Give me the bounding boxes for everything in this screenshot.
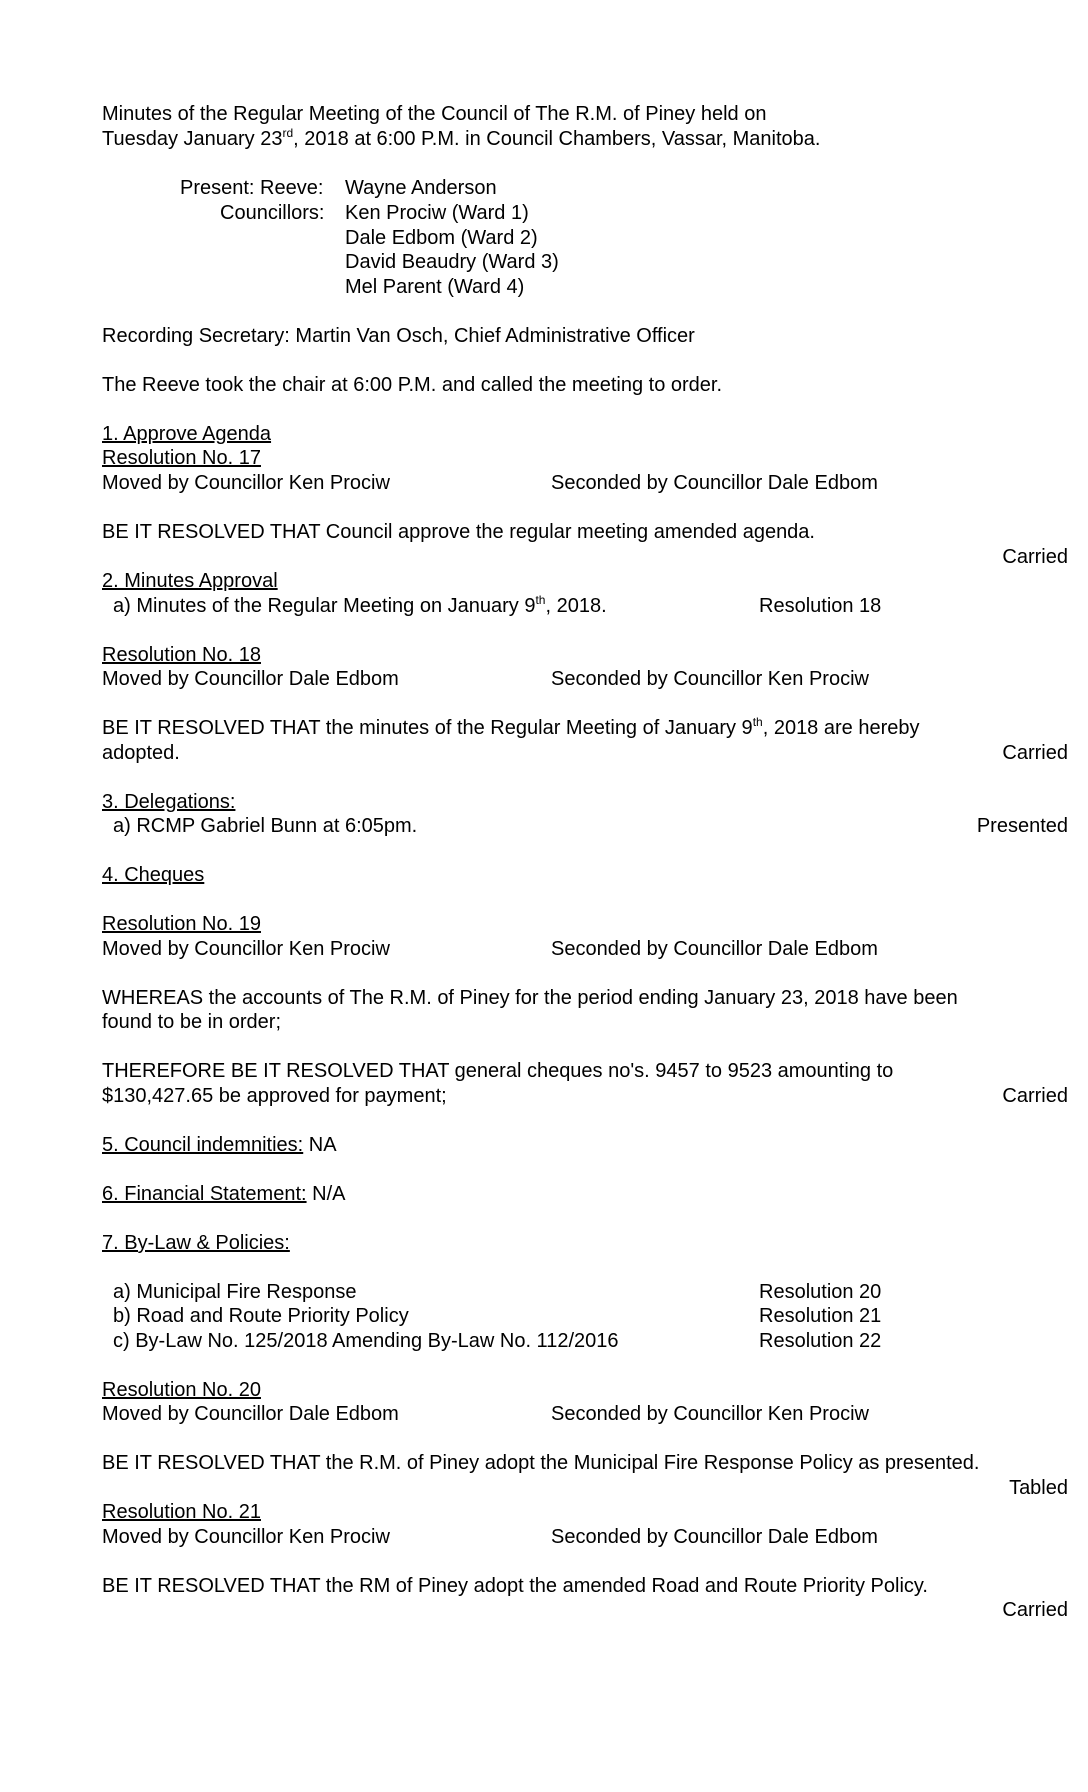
resolution-21-status: Carried <box>1002 1599 1068 1621</box>
section-6-value: N/A <box>306 1183 346 1205</box>
resolution-21-text: BE IT RESOLVED THAT the RM of Piney adopt the amended Road and Route Priority Policy. <box>102 1575 928 1597</box>
minutes-item-a-text: a) Minutes of the Regular Meeting on January 9 <box>113 595 536 617</box>
resolution-18-moved: Moved by Councillor Dale Edbom <box>102 668 399 690</box>
section-5 <box>102 1133 337 1157</box>
resolution-19-title: Resolution No. 19 <box>102 913 261 935</box>
section-5-heading: 5. Council indemnities: <box>102 1134 304 1156</box>
delegation-item-a: a) RCMP Gabriel Bunn at 6:05pm. <box>113 815 418 837</box>
resolution-17-text: BE IT RESOLVED THAT Council approve the regular meeting amended agenda. <box>102 521 815 543</box>
section-6-heading: 6. Financial Statement: <box>102 1183 307 1205</box>
resolution-17-status: Carried <box>1002 546 1068 568</box>
resolution-19-whereas-1: WHEREAS the accounts of The R.M. of Piney for the period ending January 23, 2018 have been <box>102 987 958 1009</box>
bylaw-item-a: a) Municipal Fire Response <box>113 1281 357 1303</box>
recording-secretary: Recording Secretary: Martin Van Osch, Chief Administrative Officer <box>102 325 695 347</box>
section-4-heading: 4. Cheques <box>102 864 205 886</box>
header-line-1: Minutes of the Regular Meeting of the Council of The R.M. of Piney held on <box>102 103 767 125</box>
resolution-18-text-a: BE IT RESOLVED THAT the minutes of the Regular Meeting of January 9 <box>102 717 753 739</box>
councillor-4: Mel Parent (Ward 4) <box>345 276 525 298</box>
resolution-20-seconded: Seconded by Councillor Ken Prociw <box>551 1403 869 1425</box>
councillors-label: Councillors: <box>220 202 325 224</box>
resolution-20-text: BE IT RESOLVED THAT the R.M. of Piney adopt the Municipal Fire Response Policy as presented. <box>102 1452 980 1474</box>
reeve-name: Wayne Anderson <box>345 177 497 199</box>
resolution-20-status: Tabled <box>1009 1477 1068 1499</box>
header-date: Tuesday January 23 <box>102 128 283 150</box>
resolution-18-seconded: Seconded by Councillor Ken Prociw <box>551 668 869 690</box>
minutes-item-a-suffix: th <box>535 593 546 607</box>
resolution-17-title: Resolution No. 17 <box>102 447 261 469</box>
resolution-19-seconded: Seconded by Councillor Dale Edbom <box>551 938 878 960</box>
bylaw-item-c: c) By-Law No. 125/2018 Amending By-Law No. 112/2016 <box>113 1330 619 1352</box>
delegation-status: Presented <box>976 815 1068 837</box>
resolution-21-title: Resolution No. 21 <box>102 1501 261 1523</box>
header-date-suffix: rd <box>282 126 294 140</box>
resolution-18-text-suffix: th <box>752 715 763 729</box>
resolution-18-text-line-2: adopted. <box>102 742 180 764</box>
section-2-heading: 2. Minutes Approval <box>102 570 278 592</box>
councillor-2: Dale Edbom (Ward 2) <box>345 227 538 249</box>
resolution-19-moved: Moved by Councillor Ken Prociw <box>102 938 390 960</box>
resolution-17-seconded: Seconded by Councillor Dale Edbom <box>551 472 878 494</box>
header-line-2 <box>102 127 820 151</box>
header-place: , 2018 at 6:00 P.M. in Council Chambers, Vassar, Manitoba. <box>293 128 821 150</box>
bylaw-item-b-resolution: Resolution 21 <box>759 1305 882 1327</box>
minutes-item-a <box>113 594 607 618</box>
resolution-21-seconded: Seconded by Councillor Dale Edbom <box>551 1526 878 1548</box>
resolution-17-moved: Moved by Councillor Ken Prociw <box>102 472 390 494</box>
section-5-value: NA <box>303 1134 337 1156</box>
bylaw-item-b: b) Road and Route Priority Policy <box>113 1305 409 1327</box>
councillor-3: David Beaudry (Ward 3) <box>345 251 559 273</box>
reeve-label: Present: Reeve: <box>180 177 324 199</box>
resolution-20-moved: Moved by Councillor Dale Edbom <box>102 1403 399 1425</box>
resolution-21-moved: Moved by Councillor Ken Prociw <box>102 1526 390 1548</box>
minutes-item-a-resolution: Resolution 18 <box>759 595 882 617</box>
resolution-18-text-b: , 2018 are hereby <box>762 717 920 739</box>
section-6 <box>102 1182 345 1206</box>
resolution-18-title: Resolution No. 18 <box>102 644 261 666</box>
resolution-18-text <box>102 716 919 740</box>
section-1-heading: 1. Approve Agenda <box>102 423 272 445</box>
resolution-20-title: Resolution No. 20 <box>102 1379 261 1401</box>
section-3-heading: 3. Delegations: <box>102 791 236 813</box>
resolution-19-status: Carried <box>1002 1085 1068 1107</box>
resolution-19-therefore-2: $130,427.65 be approved for payment; <box>102 1085 447 1107</box>
bylaw-item-a-resolution: Resolution 20 <box>759 1281 882 1303</box>
minutes-item-a-year: , 2018. <box>545 595 607 617</box>
councillor-1: Ken Prociw (Ward 1) <box>345 202 529 224</box>
resolution-18-status: Carried <box>1002 742 1068 764</box>
bylaw-item-c-resolution: Resolution 22 <box>759 1330 882 1352</box>
resolution-19-therefore-1: THEREFORE BE IT RESOLVED THAT general cheques no's. 9457 to 9523 amounting to <box>102 1060 894 1082</box>
section-7-heading: 7. By-Law & Policies: <box>102 1232 290 1254</box>
resolution-19-whereas-2: found to be in order; <box>102 1011 282 1033</box>
call-to-order: The Reeve took the chair at 6:00 P.M. and called the meeting to order. <box>102 374 723 396</box>
